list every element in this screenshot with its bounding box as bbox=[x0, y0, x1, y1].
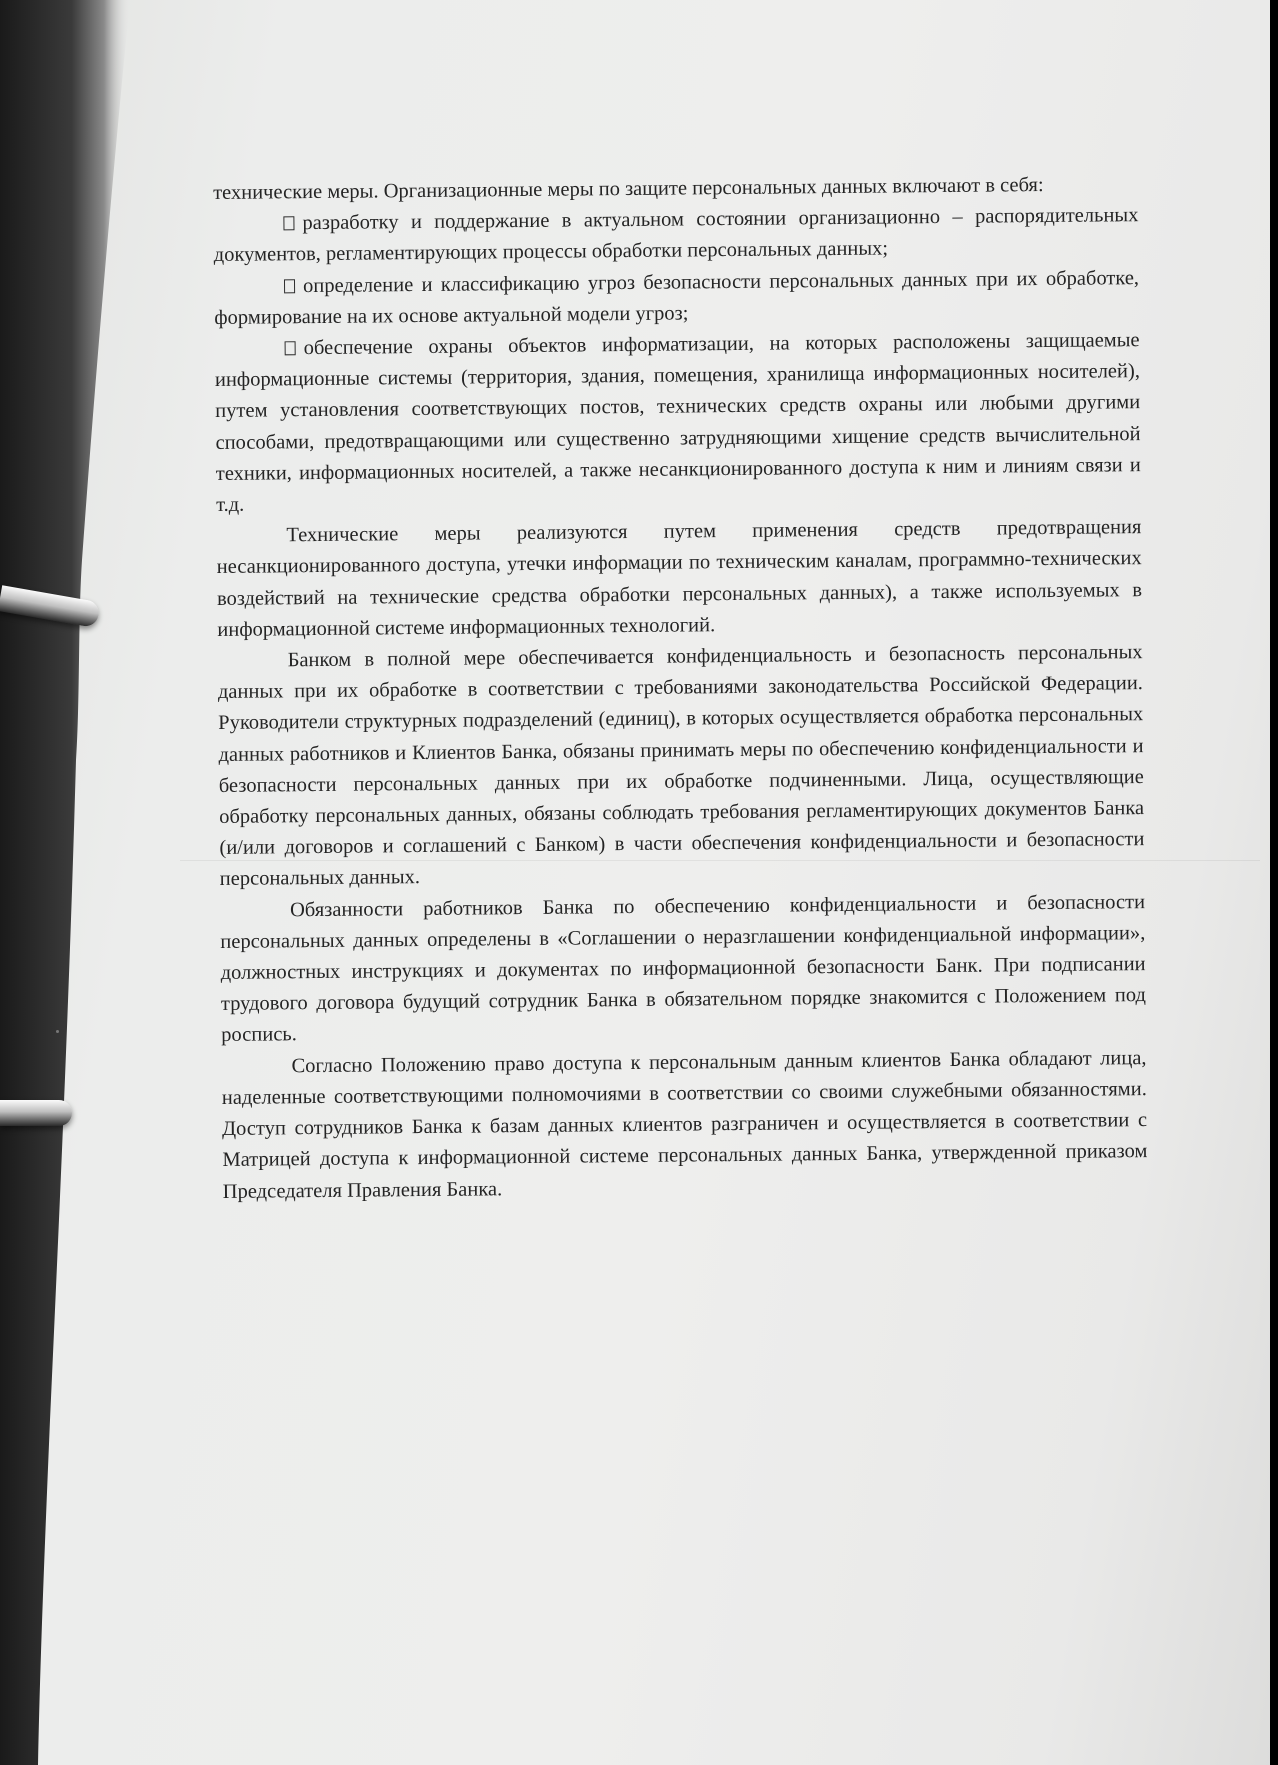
binder-spine bbox=[0, 0, 150, 1765]
bullet-item bbox=[214, 263, 1140, 334]
paragraph-access-rights: Согласно Положению право доступа к персональным данным клиентов Банка обладают лица, наделенные соответствующими полномочиями в соответствии со своими служебными обязанностями. Доступ сотрудников Банка к базам данных клиентов разграничен и осуществляется в соответствии с Матрицей доступа к информационной системе персональных данных Банка, утвержденной приказом Председателя Правления Банка. bbox=[221, 1046, 1148, 1203]
document-body bbox=[213, 169, 1148, 1208]
binder-ring-lower bbox=[0, 1100, 72, 1126]
checkbox-bullet-icon bbox=[283, 216, 294, 230]
bullet-text: определение и классификацию угроз безопасности персональных данных при их обработке, формирование на их основе актуальной модели угроз; bbox=[214, 266, 1140, 329]
paragraph-intro: технические меры. Организационные меры по защите персональных данных включают в себя: bbox=[213, 174, 1044, 204]
bullet-item bbox=[213, 200, 1139, 271]
screen-border bbox=[1270, 0, 1278, 1765]
bullet-item bbox=[214, 325, 1141, 521]
paragraph-obligations: Обязанности работников Банка по обеспечению конфиденциальности и безопасности персональных данных определены в «Соглашении о неразглашении конфиденциальной информации», должностных инструкциях и документах по информационной безопасности Банк. При подписании трудового договора будущий сотрудник Банка в обязательном порядке знакомится с Положением под роспись. bbox=[220, 890, 1146, 1047]
paper-mark bbox=[56, 1030, 59, 1033]
checkbox-bullet-icon bbox=[284, 279, 295, 293]
paragraph-technical-measures: Технические меры реализуются путем применения средств предотвращения несанкционированного доступа, утечки информации по техническим каналам, программно-технических воздействий на технические средства обработки персональных данных), а также используемых в информационной системе информационных технологий. bbox=[216, 516, 1143, 641]
bullet-text: разработку и поддержание в актуальном состоянии организационно – распорядительных документов, регламентирующих процессы обработки персональных данных; bbox=[213, 204, 1139, 267]
paragraph-confidentiality: Банком в полной мере обеспечивается конфиденциальность и безопасность персональных данных при их обработке в соответствии с требованиями законодательства Российской Федерации. Руководители структурных подразделений (единиц), в которых осуществляется обработка персональных данных работников и Клиентов Банка, обязаны принимать меры по обеспечению конфиденциальности и безопасности персональных данных при их обработке подчиненными. Лица, осуществляющие обработку персональных данных, обязаны соблюдать требования регламентирующих документов Банка (и/или договоров и соглашений с Банком) в части обеспечения конфиденциальности и безопасности персональных данных. bbox=[217, 641, 1145, 891]
binder-shadow bbox=[0, 0, 150, 1765]
checkbox-bullet-icon bbox=[285, 341, 296, 355]
bullet-text: обеспечение охраны объектов информатизации, на которых расположены защищаемые информационные системы (территория, здания, помещения, хранилища информационных носителей), путем установления соответствующих постов, технических средств охраны или любыми другими способами, предотвращающими или существенно затрудняющими хищение средств вычислительной техники, информационных носителей, а также несанкционированного доступа к ним и линиям связи и т.д. bbox=[214, 329, 1141, 517]
